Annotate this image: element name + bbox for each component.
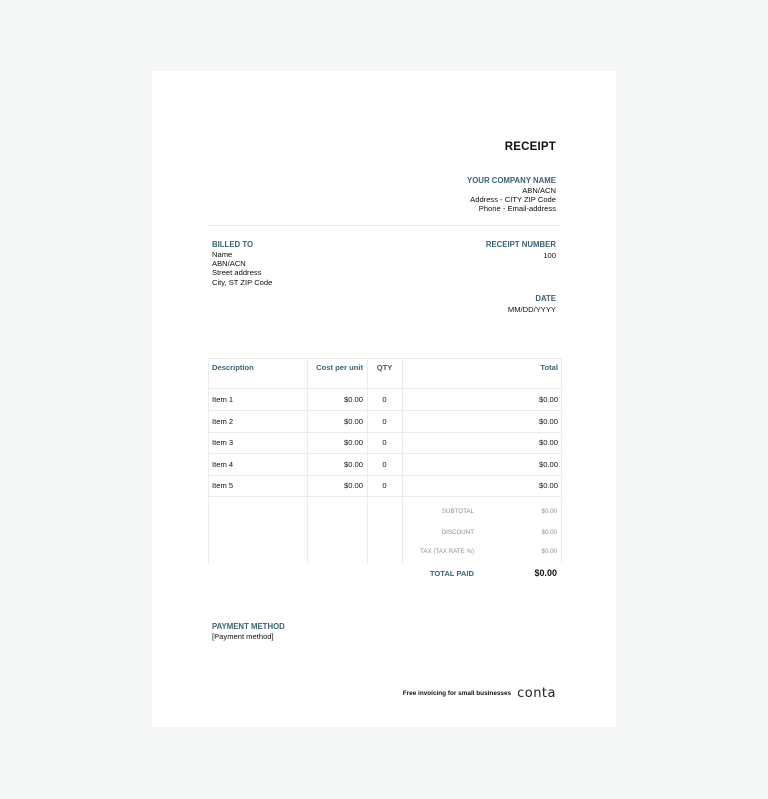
payment-method-value: [Payment method] [212, 632, 274, 641]
company-name: YOUR COMPANY NAME [467, 176, 556, 185]
item-description: Item 3 [212, 438, 234, 448]
item-description: Item 5 [212, 481, 234, 491]
table-row [208, 433, 562, 455]
receipt-number-block [486, 240, 556, 260]
payment-method-label: PAYMENT METHOD [212, 622, 285, 631]
header-divider [208, 225, 560, 226]
item-description: Item 2 [212, 416, 234, 426]
date-value: MM/DD/YYYY [507, 305, 556, 314]
receipt-title: RECEIPT [504, 141, 556, 153]
item-description: Item 4 [212, 459, 234, 469]
billed-abn: ABN/ACN [212, 259, 246, 269]
discount-value: $0.00 [541, 529, 557, 536]
table-row [208, 411, 562, 433]
item-total: $0.00 [538, 416, 558, 426]
date-label: DATE [535, 294, 556, 303]
item-total: $0.00 [538, 395, 558, 404]
footer [403, 686, 556, 701]
item-qty: 0 [382, 459, 387, 469]
table-header-row [208, 358, 562, 389]
item-cost: $0.00 [343, 481, 363, 491]
table-row [208, 389, 562, 411]
item-qty: 0 [382, 416, 387, 426]
header-qty: QTY [376, 363, 393, 372]
tax-value: $0.00 [541, 548, 557, 555]
item-cost: $0.00 [343, 395, 363, 404]
subtotal-label: SUBTOTAL [441, 508, 474, 515]
receipt-page [152, 71, 616, 727]
item-total: $0.00 [538, 438, 558, 448]
billed-city: City, ST ZIP Code [212, 277, 273, 287]
table-row [208, 476, 562, 498]
receipt-number-label: RECEIPT NUMBER [485, 240, 556, 249]
footer-tagline: Free invoicing for small businesses [402, 690, 512, 697]
item-total: $0.00 [538, 481, 558, 491]
item-cost: $0.00 [343, 416, 363, 426]
discount-label: DISCOUNT [441, 529, 474, 536]
conta-logo: conta [517, 686, 556, 701]
item-qty: 0 [382, 438, 387, 448]
payment-block [212, 622, 285, 641]
header-cost: Cost per unit [316, 363, 363, 372]
item-description: Item 1 [212, 395, 234, 404]
item-qty: 0 [382, 481, 387, 491]
company-contact: Phone - Email-address [478, 204, 556, 214]
item-total: $0.00 [538, 459, 558, 469]
tax-label: TAX (TAX RATE %) [420, 548, 474, 555]
total-paid-value: $0.00 [534, 568, 557, 578]
item-qty: 0 [382, 395, 387, 404]
billed-to-label: BILLED TO [212, 240, 254, 249]
receipt-number-value: 100 [543, 251, 556, 260]
company-abn: ABN/ACN [522, 186, 556, 195]
date-block [508, 294, 556, 314]
items-table [208, 358, 562, 497]
item-cost: $0.00 [343, 459, 363, 469]
header-description: Description [212, 363, 254, 372]
company-address: Address - CITY ZIP Code [470, 195, 556, 205]
billed-street: Street address [212, 268, 262, 278]
table-row [208, 454, 562, 476]
company-block [467, 176, 556, 214]
billed-to-block [212, 240, 272, 287]
billed-name: Name [212, 250, 233, 259]
subtotal-value: $0.00 [541, 508, 557, 515]
item-cost: $0.00 [343, 438, 363, 448]
total-paid-label: TOTAL PAID [429, 569, 474, 578]
header-total: Total [540, 363, 558, 372]
